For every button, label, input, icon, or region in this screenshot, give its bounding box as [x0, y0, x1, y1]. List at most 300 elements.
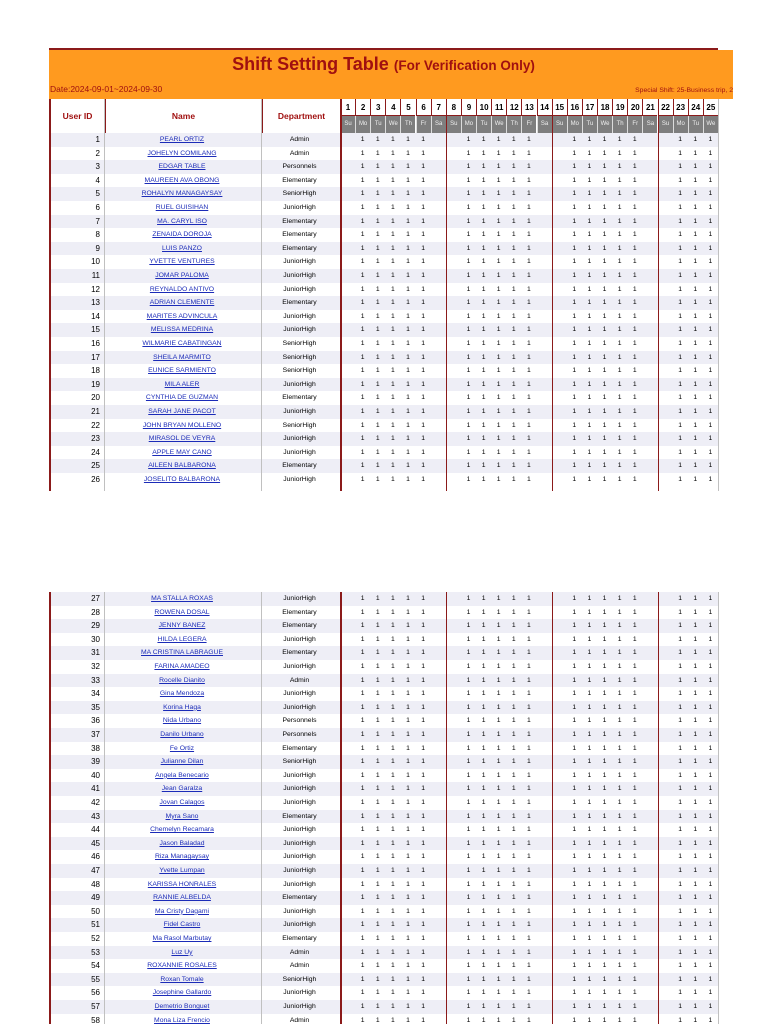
employee-name-link[interactable]: Jovan Calagos	[159, 799, 205, 806]
shift-cell: 1	[375, 217, 380, 225]
department-cell: Admin	[289, 948, 310, 956]
shift-cell: 1	[466, 622, 471, 630]
employee-name-link[interactable]: ADRIAN CLEMENTE	[149, 299, 215, 307]
shift-cell: 1	[587, 244, 592, 252]
shift-cell: 1	[693, 190, 698, 198]
employee-name-link[interactable]: Demetrio Bonguet	[154, 1003, 210, 1010]
department-cell: Elementary	[282, 812, 317, 820]
shift-cell: 1	[572, 176, 577, 184]
shift-cell: 1	[375, 962, 380, 970]
employee-name-link[interactable]: MIRASOL DE VEYRA	[148, 435, 216, 443]
shift-cell: 1	[678, 272, 683, 279]
shift-cell: 1	[693, 975, 698, 983]
shift-cell: 1	[360, 894, 365, 902]
employee-name-link[interactable]: LUIS PANZO	[162, 244, 202, 252]
shift-cell: 1	[572, 608, 577, 616]
shift-cell: 1	[421, 649, 425, 657]
department-cell: JuniorHigh	[283, 326, 316, 334]
shift-cell: 1	[632, 435, 637, 443]
shift-cell: 1	[678, 326, 683, 334]
shift-cell: 1	[587, 758, 592, 766]
shift-cell: 1	[632, 326, 637, 334]
shift-cell: 1	[572, 975, 577, 983]
shift-cell: 1	[390, 853, 395, 861]
employee-name-link[interactable]: HILDA LEGERA	[157, 635, 207, 643]
shift-cell: 1	[406, 921, 410, 929]
shift-cell: 1	[678, 353, 683, 361]
table-row	[49, 364, 718, 378]
employee-name-link[interactable]: CYNTHIA DE GUZMAN	[145, 394, 219, 402]
shift-cell: 1	[602, 676, 607, 684]
employee-name-link[interactable]: JOHELYN COMILANG	[147, 149, 217, 157]
shift-cell: 1	[421, 975, 425, 983]
shift-cell: 1	[693, 408, 698, 415]
shift-cell: 1	[572, 853, 577, 861]
employee-name-link[interactable]: Luz Uy	[171, 948, 193, 956]
shift-cell: 1	[360, 758, 365, 766]
shift-cell: 1	[572, 894, 577, 902]
shift-cell: 1	[708, 231, 713, 239]
shift-cell: 1	[511, 1003, 516, 1010]
shift-cell: 1	[375, 608, 380, 616]
shift-cell: 1	[587, 217, 592, 225]
shift-cell: 1	[678, 649, 683, 657]
employee-name-link[interactable]: Ma Rasol Marbutay	[152, 935, 212, 942]
shift-cell: 1	[527, 703, 531, 711]
employee-name-link[interactable]: FARINA AMADEO	[154, 663, 210, 670]
shift-cell: 1	[587, 907, 592, 915]
shift-cell: 1	[572, 353, 577, 361]
day-column-header	[506, 99, 521, 133]
shift-cell: 1	[527, 149, 531, 157]
employee-name-link[interactable]: Korina Haga	[163, 703, 201, 711]
shift-cell: 1	[587, 476, 592, 483]
shift-cell: 1	[360, 608, 365, 616]
user-id-cell: 7	[95, 216, 100, 226]
shift-cell: 1	[587, 353, 592, 361]
header-user-id: User ID	[49, 99, 104, 133]
employee-name-link[interactable]: Fe Ortiz	[169, 744, 195, 752]
employee-name-link[interactable]: Jason Baladad	[159, 839, 205, 847]
shift-cell: 1	[375, 690, 380, 698]
shift-cell: 1	[360, 690, 365, 698]
employee-name-link[interactable]: APPLE MAY CANO	[152, 448, 212, 456]
employee-name-link[interactable]: ROWENA DOSAL	[154, 608, 210, 616]
shift-cell: 1	[406, 867, 410, 874]
shift-cell: 1	[708, 380, 713, 388]
shift-cell: 1	[390, 826, 395, 834]
shift-cell: 1	[617, 880, 622, 888]
shift-cell: 1	[466, 408, 471, 415]
shift-cell: 1	[572, 731, 577, 738]
employee-name-link[interactable]: MELISSA MEDRINA	[150, 326, 214, 334]
employee-name-link[interactable]: Yvette Lumpan	[159, 867, 205, 874]
shift-cell: 1	[693, 326, 698, 334]
department-cell: Admin	[289, 136, 310, 143]
employee-name-link[interactable]: MA. CARYL ISO	[157, 217, 207, 225]
shift-cell: 1	[617, 231, 622, 239]
shift-cell: 1	[617, 353, 622, 361]
employee-name-link[interactable]: SARAH JANE PACOT	[148, 408, 216, 415]
shift-cell: 1	[390, 921, 395, 929]
shift-cell: 1	[466, 962, 471, 970]
shift-cell: 1	[632, 217, 637, 225]
employee-name-link[interactable]: JENNY BANEZ	[158, 622, 206, 630]
shift-cell: 1	[375, 799, 380, 806]
employee-name-link[interactable]: EDGAR TABLE	[158, 163, 206, 171]
employee-name-link[interactable]: RUEL GUISIHAN	[155, 204, 209, 211]
shift-cell: 1	[360, 948, 365, 956]
shift-cell: 1	[572, 204, 577, 211]
shift-cell: 1	[421, 962, 425, 970]
shift-cell: 1	[587, 880, 592, 888]
shift-cell: 1	[481, 839, 486, 847]
shift-cell: 1	[375, 462, 380, 470]
user-id-cell: 28	[91, 607, 100, 617]
shift-cell: 1	[406, 353, 410, 361]
shift-cell: 1	[527, 989, 531, 997]
shift-cell: 1	[375, 676, 380, 684]
shift-cell: 1	[678, 812, 683, 820]
employee-name-link[interactable]: MA CRISTINA LABRAGUE	[141, 649, 223, 657]
shift-cell: 1	[375, 408, 380, 415]
day-number: 6	[416, 99, 431, 116]
shift-cell: 1	[511, 894, 516, 902]
shift-cell: 1	[390, 272, 395, 279]
shift-cell: 1	[466, 272, 471, 279]
shift-cell: 1	[421, 744, 425, 752]
shift-cell: 1	[360, 853, 365, 861]
shift-cell: 1	[360, 476, 365, 483]
department-cell: JuniorHigh	[283, 785, 316, 793]
shift-cell: 1	[527, 758, 531, 766]
shift-cell: 1	[496, 299, 501, 307]
shift-cell: 1	[390, 244, 395, 252]
employee-name-link[interactable]: JOHN BRYAN MOLLENO	[142, 421, 222, 429]
shift-cell: 1	[421, 367, 425, 375]
shift-cell: 1	[527, 394, 531, 402]
department-cell: Elementary	[282, 649, 317, 657]
shift-cell: 1	[511, 1016, 516, 1024]
shift-cell: 1	[496, 163, 501, 171]
shift-cell: 1	[375, 176, 380, 184]
user-id-cell: 22	[91, 420, 100, 430]
shift-cell: 1	[632, 608, 637, 616]
shift-cell: 1	[466, 149, 471, 157]
employee-name-link[interactable]: AILEEN BALBARONA	[148, 462, 216, 470]
shift-cell: 1	[617, 190, 622, 198]
shift-cell: 1	[678, 435, 683, 443]
employee-name-link[interactable]: MARITES ADVINCULA	[146, 312, 218, 320]
shift-cell: 1	[708, 462, 713, 470]
shift-cell: 1	[511, 312, 516, 320]
user-id-cell: 3	[95, 162, 100, 172]
shift-cell: 1	[421, 408, 425, 415]
user-id-cell: 2	[95, 148, 100, 158]
shift-cell: 1	[466, 595, 471, 602]
employee-name-link[interactable]: Mona Liza Frencio	[154, 1016, 210, 1024]
day-column-header	[658, 99, 673, 133]
shift-cell: 1	[496, 421, 501, 429]
user-id-cell: 54	[91, 961, 100, 971]
shift-cell: 1	[572, 163, 577, 171]
shift-cell: 1	[360, 595, 365, 602]
shift-cell: 1	[527, 448, 531, 456]
shift-cell: 1	[587, 136, 592, 143]
table-row	[49, 592, 718, 606]
shift-cell: 1	[602, 907, 607, 915]
shift-cell: 1	[632, 867, 637, 874]
table-row	[49, 796, 718, 810]
day-of-week: Fr	[416, 116, 431, 133]
shift-cell: 1	[496, 703, 501, 711]
shift-cell: 1	[587, 703, 592, 711]
employee-name-link[interactable]: Josephine Gallardo	[152, 989, 212, 997]
employee-name-link[interactable]: EUNICE SARMIENTO	[148, 367, 216, 375]
shift-cell: 1	[390, 204, 395, 211]
shift-cell: 1	[360, 340, 365, 347]
day-of-week: Fr	[627, 116, 642, 133]
day-column-header	[703, 99, 718, 133]
shift-cell: 1	[481, 476, 486, 483]
column-divider	[104, 99, 105, 491]
shift-cell: 1	[466, 907, 471, 915]
department-cell: Elementary	[282, 299, 317, 307]
shift-cell: 1	[632, 176, 637, 184]
shift-cell: 1	[587, 272, 592, 279]
employee-name-link[interactable]: Chemelyn Recamara	[150, 826, 214, 834]
shift-cell: 1	[693, 785, 698, 793]
shift-cell: 1	[421, 935, 425, 942]
user-id-cell: 23	[91, 434, 100, 444]
employee-name-link[interactable]: Jean Garalza	[161, 785, 203, 793]
employee-name-link[interactable]: MA STALLA ROXAS	[151, 595, 213, 602]
shift-cell: 1	[587, 421, 592, 429]
shift-cell: 1	[511, 690, 516, 698]
shift-cell: 1	[496, 758, 501, 766]
employee-name-link[interactable]: Danilo Urbano	[160, 731, 204, 738]
shift-cell: 1	[466, 1016, 471, 1024]
table-row	[49, 687, 718, 701]
shift-cell: 1	[632, 353, 637, 361]
shift-cell: 1	[678, 839, 683, 847]
shift-cell: 1	[708, 476, 713, 483]
shift-cell: 1	[511, 622, 516, 630]
shift-cell: 1	[572, 408, 577, 415]
shift-cell: 1	[406, 285, 410, 293]
employee-name-link[interactable]: JOSELITO BALBARONA	[143, 476, 221, 483]
user-id-cell: 42	[91, 798, 100, 807]
employee-name-link[interactable]: Fidel Castro	[163, 921, 201, 929]
shift-cell: 1	[390, 435, 395, 443]
shift-cell: 1	[466, 826, 471, 834]
shift-cell: 1	[375, 1016, 380, 1024]
shift-cell: 1	[421, 948, 425, 956]
shift-cell: 1	[496, 690, 501, 698]
shift-cell: 1	[587, 853, 592, 861]
day-of-week: We	[597, 116, 612, 133]
shift-cell: 1	[602, 826, 607, 834]
employee-name-link[interactable]: MILA ALER	[164, 380, 200, 388]
employee-name-link[interactable]: YVETTE VENTURES	[149, 258, 215, 266]
shift-cell: 1	[708, 367, 713, 375]
shift-cell: 1	[466, 649, 471, 657]
user-id-cell: 57	[91, 1002, 100, 1011]
shift-cell: 1	[587, 340, 592, 347]
shift-cell: 1	[572, 421, 577, 429]
employee-name-link[interactable]: RANNIE ALBELDA	[153, 894, 211, 902]
shift-cell: 1	[587, 921, 592, 929]
shift-cell: 1	[390, 462, 395, 470]
shift-cell: 1	[617, 867, 622, 874]
shift-cell: 1	[693, 812, 698, 820]
employee-name-link[interactable]: Riza Managaysay	[154, 853, 210, 861]
shift-cell: 1	[481, 880, 486, 888]
shift-cell: 1	[527, 258, 531, 266]
shift-cell: 1	[375, 380, 380, 388]
department-cell: Admin	[289, 1016, 310, 1024]
shift-cell: 1	[708, 867, 713, 874]
employee-name-link[interactable]: SHEILA MARMITO	[153, 353, 211, 361]
day-of-week: Sa	[431, 116, 446, 133]
shift-cell: 1	[617, 136, 622, 143]
shift-cell: 1	[375, 703, 380, 711]
day-column-header	[491, 99, 506, 133]
shift-cell: 1	[421, 622, 425, 630]
shift-cell: 1	[421, 1016, 425, 1024]
shift-cell: 1	[693, 380, 698, 388]
shift-cell: 1	[693, 608, 698, 616]
shift-cell: 1	[602, 380, 607, 388]
shift-cell: 1	[406, 595, 410, 602]
shift-cell: 1	[421, 435, 425, 443]
employee-name-link[interactable]: Myra Sano	[165, 812, 199, 820]
shift-cell: 1	[527, 962, 531, 970]
day-number: 1	[340, 99, 355, 116]
day-of-week: Su	[340, 116, 355, 133]
day-number: 20	[627, 99, 642, 116]
day-column-header	[673, 99, 688, 133]
employee-name-link[interactable]: Roxan Tomale	[160, 975, 204, 983]
shift-cell: 1	[466, 921, 471, 929]
shift-cell: 1	[572, 1016, 577, 1024]
table-row	[49, 405, 718, 419]
shift-cell: 1	[360, 649, 365, 657]
shift-cell: 1	[602, 799, 607, 806]
shift-cell: 1	[527, 867, 531, 874]
employee-name-link[interactable]: WILMARIE CABATINGAN	[142, 340, 222, 347]
shift-cell: 1	[693, 163, 698, 171]
department-cell: SeniorHigh	[282, 353, 317, 361]
employee-name-link[interactable]: REYNALDO ANTIVO	[149, 285, 215, 293]
shift-cell: 1	[602, 744, 607, 752]
shift-cell: 1	[406, 853, 410, 861]
shift-cell: 1	[678, 244, 683, 252]
shift-cell: 1	[572, 758, 577, 766]
employee-name-link[interactable]: KARISSA HONRALES	[147, 880, 217, 888]
user-id-cell: 24	[91, 447, 100, 457]
shift-cell: 1	[632, 231, 637, 239]
table-row	[49, 742, 718, 756]
shift-cell: 1	[421, 595, 425, 602]
shift-cell: 1	[678, 149, 683, 157]
shift-cell: 1	[632, 285, 637, 293]
table-row	[49, 973, 718, 987]
employee-name-link[interactable]: ROHALYN MANAGAYSAY	[141, 190, 223, 198]
day-column-header	[521, 99, 536, 133]
shift-cell: 1	[678, 367, 683, 375]
employee-name-link[interactable]: PEARL ORTIZ	[159, 136, 205, 143]
shift-cell: 1	[421, 258, 425, 266]
shift-cell: 1	[360, 744, 365, 752]
shift-cell: 1	[481, 231, 486, 239]
shift-cell: 1	[466, 880, 471, 888]
shift-cell: 1	[421, 163, 425, 171]
shift-cell: 1	[511, 785, 516, 793]
employee-name-link[interactable]: Angela Benecario	[155, 771, 209, 779]
shift-cell: 1	[572, 935, 577, 942]
shift-cell: 1	[360, 326, 365, 334]
shift-cell: 1	[602, 867, 607, 874]
shift-cell: 1	[602, 176, 607, 184]
shift-cell: 1	[708, 935, 713, 942]
shift-cell: 1	[375, 435, 380, 443]
employee-name-link[interactable]: Rocelle Dianito	[159, 676, 205, 684]
shift-cell: 1	[496, 435, 501, 443]
shift-cell: 1	[511, 921, 516, 929]
employee-name-link[interactable]: Nida Urbano	[162, 717, 202, 725]
shift-cell: 1	[617, 476, 622, 483]
shift-cell: 1	[481, 975, 486, 983]
shift-cell: 1	[496, 394, 501, 402]
shift-cell: 1	[511, 244, 516, 252]
shift-cell: 1	[511, 935, 516, 942]
employee-name-link[interactable]: ZENAIDA DOROJA	[152, 231, 212, 239]
employee-name-link[interactable]: Julianne Dilan	[160, 758, 204, 766]
shift-cell: 1	[602, 367, 607, 375]
shift-cell: 1	[406, 826, 410, 834]
shift-cell: 1	[421, 353, 425, 361]
shift-cell: 1	[496, 962, 501, 970]
shift-cell: 1	[617, 962, 622, 970]
day-of-week: We	[385, 116, 400, 133]
shift-cell: 1	[390, 136, 395, 143]
shift-cell: 1	[617, 771, 622, 779]
employee-name-link[interactable]: JOMAR PALOMA	[155, 272, 209, 279]
employee-name-link[interactable]: ROXANNIE ROSALES	[147, 962, 217, 970]
shift-cell: 1	[708, 163, 713, 171]
shift-cell: 1	[496, 663, 501, 670]
shift-cell: 1	[678, 622, 683, 630]
table-row	[49, 296, 718, 310]
shift-cell: 1	[678, 975, 683, 983]
shift-cell: 1	[360, 258, 365, 266]
table-row	[49, 419, 718, 433]
day-column-header	[446, 99, 461, 133]
employee-name-link[interactable]: Gina Mendoza	[159, 690, 205, 698]
table-row	[49, 446, 718, 460]
shift-cell: 1	[587, 435, 592, 443]
shift-cell: 1	[511, 826, 516, 834]
shift-cell: 1	[406, 408, 410, 415]
shift-cell: 1	[632, 408, 637, 415]
employee-name-link[interactable]: Ma Cristy Dagami	[154, 907, 209, 915]
shift-cell: 1	[572, 272, 577, 279]
table-row	[49, 674, 718, 688]
user-id-cell: 52	[91, 934, 100, 943]
employee-name-link[interactable]: MAUREEN AVA OBONG	[144, 176, 220, 184]
shift-cell: 1	[375, 367, 380, 375]
